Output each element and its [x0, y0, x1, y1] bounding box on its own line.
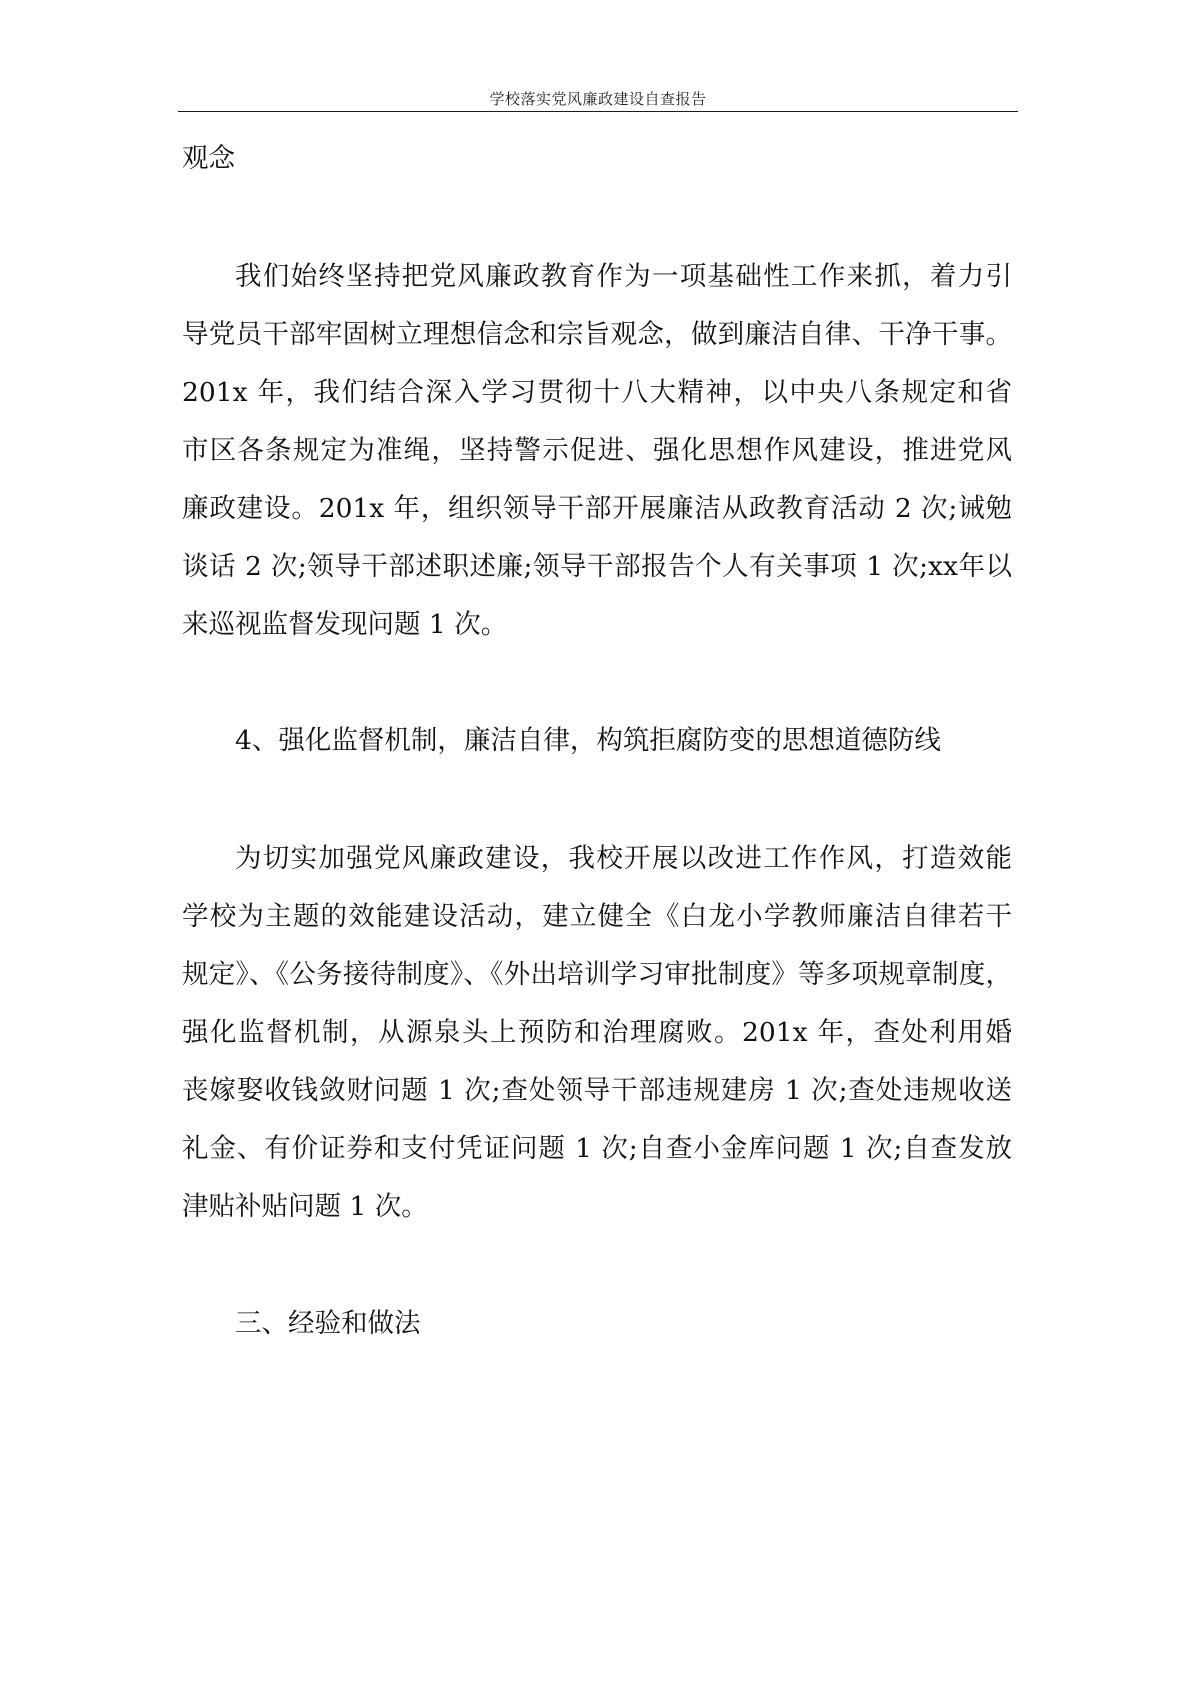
paragraph-line: 强化监督机制，从源泉头上预防和治理腐败。201x 年，查处利用婚: [182, 1017, 1012, 1048]
paragraph-line: 市区各条规定为准绳，坚持警示促进、强化思想作风建设，推进党风: [182, 435, 1012, 466]
paragraph-line: 谈话 2 次;领导干部述职述廉;领导干部报告个人有关事项 1 次;xx年以: [182, 551, 1012, 582]
paragraph-line: 来巡视监督发现问题 1 次。: [182, 609, 508, 640]
paragraph-line: 丧嫁娶收钱敛财问题 1 次;查处领导干部违规建房 1 次;查处违规收送: [182, 1075, 1012, 1106]
page-header-title: 学校落实党风廉政建设自查报告: [489, 90, 707, 108]
section-heading-4: 4、强化监督机制，廉洁自律，构筑拒腐防变的思想道德防线: [235, 725, 941, 756]
paragraph-line: 201x 年，我们结合深入学习贯彻十八大精神，以中央八条规定和省: [182, 377, 1012, 408]
header-divider: [178, 111, 1018, 112]
section-heading-3: 三、经验和做法: [235, 1308, 421, 1339]
paragraph-line: 为切实加强党风廉政建设，我校开展以改进工作作风，打造效能: [235, 843, 1012, 874]
paragraph-line: 礼金、有价证券和支付凭证问题 1 次;自查小金库问题 1 次;自查发放: [182, 1133, 1012, 1164]
paragraph-line: 学校为主题的效能建设活动，建立健全《白龙小学教师廉洁自律若干: [182, 901, 1012, 932]
paragraph-line: 导党员干部牢固树立理想信念和宗旨观念，做到廉洁自律、干净干事。: [182, 319, 1012, 350]
paragraph-line: 我们始终坚持把党风廉政教育作为一项基础性工作来抓，着力引: [235, 261, 1012, 292]
paragraph-line: 廉政建设。201x 年，组织领导干部开展廉洁从政教育活动 2 次;诫勉: [182, 493, 1012, 524]
paragraph-line: 津贴补贴问题 1 次。: [182, 1191, 428, 1222]
paragraph-fragment: 观念: [182, 143, 235, 174]
paragraph-line: 规定》、《公务接待制度》、《外出培训学习审批制度》等多项规章制度，: [182, 959, 1012, 990]
